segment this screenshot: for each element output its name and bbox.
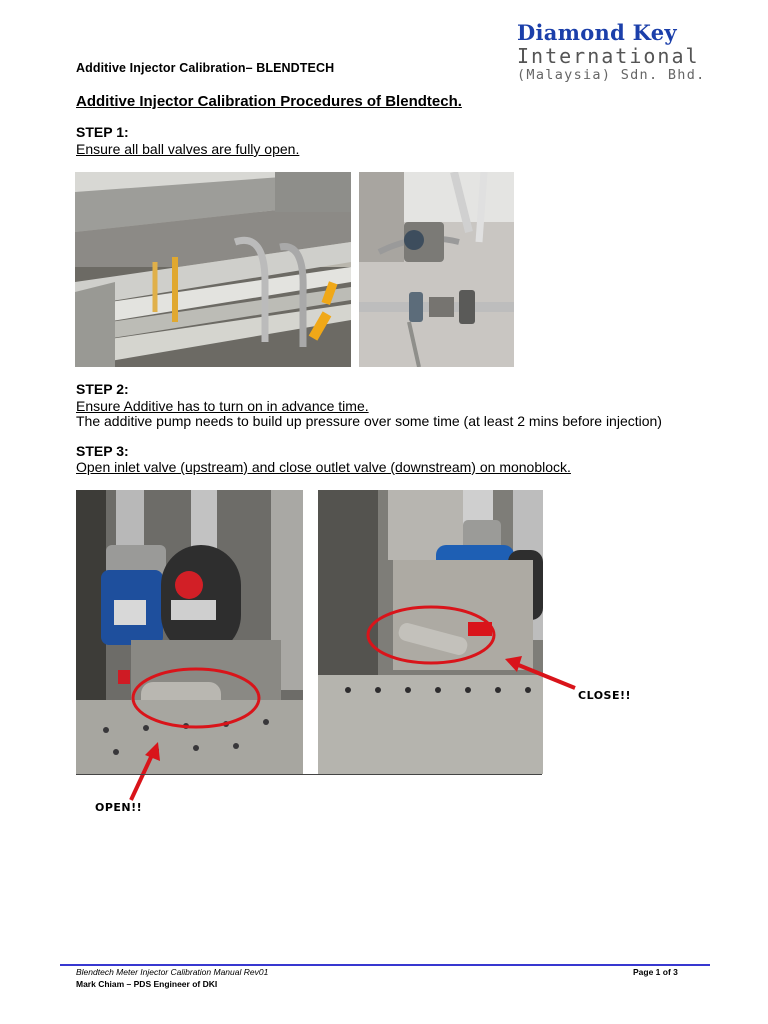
step-1-heading: STEP 1: (76, 124, 129, 140)
step-3-heading: STEP 3: (76, 443, 129, 459)
procedure-title: Additive Injector Calibration Procedures of Blendtech. (76, 93, 462, 110)
step-3-instruction: Open inlet valve (upstream) and close outlet valve (downstream) on monoblock. (76, 459, 571, 475)
company-logo-name: Diamond Key (517, 20, 677, 45)
footer-author: Mark Chiam – PDS Engineer of DKI (76, 979, 218, 989)
step-2-note: The additive pump needs to build up pressure over some time (at least 2 mins before injection) (76, 413, 662, 429)
footer-page-number: Page 1 of 3 (633, 967, 678, 977)
company-logo-country: (Malaysia) Sdn. Bhd. (517, 67, 706, 83)
step-2-instruction: Ensure Additive has to turn on in advance time. (76, 398, 369, 414)
company-logo-international: International (517, 44, 700, 68)
step-2-heading: STEP 2: (76, 381, 129, 397)
footer-rule (60, 964, 710, 966)
document-header-title: Additive Injector Calibration– BLENDTECH (76, 61, 335, 75)
photo-divider (76, 774, 542, 775)
step-1-instruction: Ensure all ball valves are fully open. (76, 141, 300, 157)
close-callout-label: CLOSE!! (578, 689, 632, 702)
footer-manual-title: Blendtech Meter Injector Calibration Manual Rev01 (76, 967, 269, 977)
open-callout-label: OPEN!! (95, 801, 143, 814)
